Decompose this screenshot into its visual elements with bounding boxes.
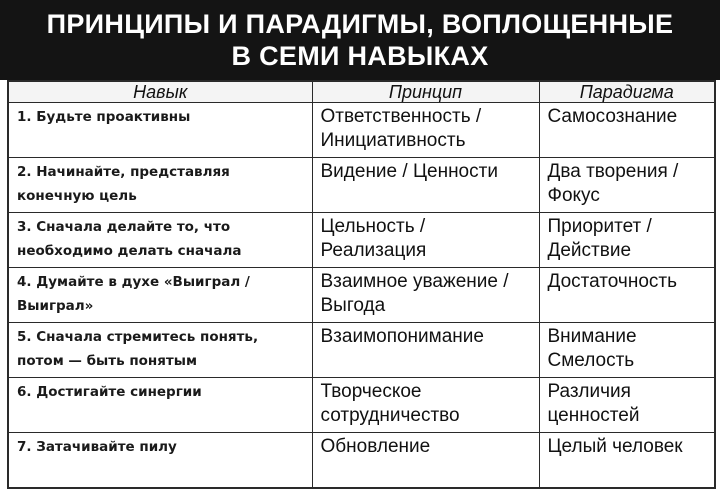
paradigm-cell: Два творения / Фокус [539,158,715,213]
table-row [8,158,715,213]
skill-cell: 3. Сначала делайте то, что необходимо делать сначала [8,213,312,268]
principle-cell: Обновление [312,433,539,489]
paradigm-cell: Различия ценностей [539,378,715,433]
principle-cell: Творческое сотрудничество [312,378,539,433]
table-row [8,213,715,268]
paradigm-cell: Целый человек [539,433,715,489]
header-row [8,81,715,103]
principle-cell: Взаимное уважение / Выгода [312,268,539,323]
principle-cell: Цельность / Реализация [312,213,539,268]
skill-cell: 2. Начинайте, представляя конечную цель [8,158,312,213]
column-header-principle: Принцип [312,81,539,103]
title-line-2: В СЕМИ НАВЫКАХ [231,41,489,71]
column-header-skill: Навык [8,81,312,103]
table-row [8,323,715,378]
principle-cell: Взаимопонимание [312,323,539,378]
title-banner [0,0,720,80]
table-row [8,433,715,489]
skill-cell: 4. Думайте в духе «Выиграл /Выиграл» [8,268,312,323]
skill-cell: 7. Затачивайте пилу [8,433,312,489]
table-row [8,103,715,158]
habits-table [7,80,716,489]
paradigm-cell: Самосознание [539,103,715,158]
paradigm-cell: Внимание Смелость [539,323,715,378]
skill-cell: 6. Достигайте синергии [8,378,312,433]
principle-cell: Ответственность / Инициативность [312,103,539,158]
table-row [8,378,715,433]
paradigm-cell: Приоритет / Действие [539,213,715,268]
column-header-paradigm: Парадигма [539,81,715,103]
skill-cell: 1. Будьте проактивны [8,103,312,158]
skill-cell: 5. Сначала стремитесь понять, потом — быть понятым [8,323,312,378]
paradigm-cell: Достаточность [539,268,715,323]
title-line-1: ПРИНЦИПЫ И ПАРАДИГМЫ, ВОПЛОЩЕННЫЕ [46,9,674,39]
principle-cell: Видение / Ценности [312,158,539,213]
table-row [8,268,715,323]
